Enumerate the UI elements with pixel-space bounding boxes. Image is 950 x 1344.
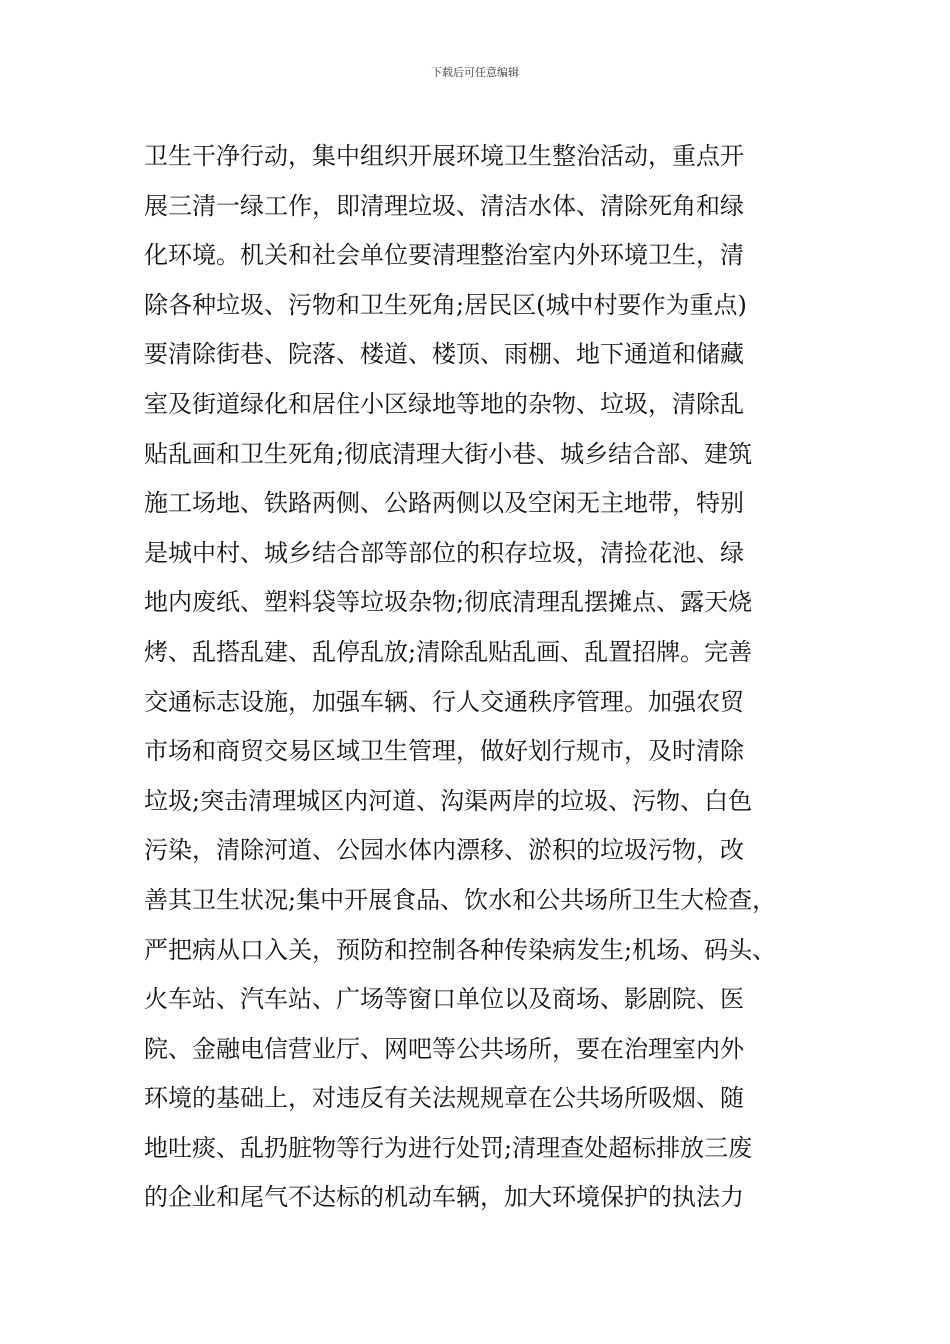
text-line: 要清除街巷、院落、楼道、楼顶、雨棚、地下通道和储藏 — [144, 340, 744, 369]
text-line: 化环境。机关和社会单位要清理整治室内外环境卫生，清 — [144, 241, 744, 270]
text-line: 卫生干净行动，集中组织开展环境卫生整治活动，重点开 — [144, 142, 744, 170]
text-line: 善其卫生状况;集中开展食品、饮水和公共场所卫生大检查， — [144, 885, 777, 914]
text-line: 的企业和尾气不达标的机动车辆，加大环境保护的执法力 — [144, 1183, 744, 1212]
text-line: 严把病从口入关，预防和控制各种传染病发生;机场、码头、 — [144, 935, 777, 964]
text-line: 院、金融电信营业厅、网吧等公共场所，要在治理室内外 — [144, 1034, 744, 1063]
page-header: 下载后可任意编辑 — [431, 66, 519, 79]
text-line: 地吐痰、乱扔脏物等行为进行处罚;清理查处超标排放三废 — [144, 1133, 753, 1162]
text-line: 室及街道绿化和居住小区绿地等地的杂物、垃圾，清除乱 — [144, 389, 744, 418]
text-line: 是城中村、城乡结合部等部位的积存垃圾，清捡花池、绿 — [144, 538, 744, 567]
text-line: 除各种垃圾、污物和卫生死角;居民区(城中村要作为重点) — [144, 290, 747, 319]
body-paragraph — [144, 132, 864, 1223]
text-line: 地内废纸、塑料袋等垃圾杂物;彻底清理乱摆摊点、露天烧 — [144, 588, 753, 617]
text-line: 环境的基础上，对违反有关法规规章在公共场所吸烟、随 — [144, 1084, 744, 1113]
text-line: 交通标志设施，加强车辆、行人交通秩序管理。加强农贸 — [144, 687, 744, 716]
text-line: 火车站、汽车站、广场等窗口单位以及商场、影剧院、医 — [144, 985, 744, 1014]
text-line: 污染，清除河道、公园水体内漂移、淤积的垃圾污物，改 — [144, 836, 744, 865]
text-line: 展三清一绿工作，即清理垃圾、清洁水体、清除死角和绿 — [144, 191, 744, 220]
text-line: 烤、乱搭乱建、乱停乱放;清除乱贴乱画、乱置招牌。完善 — [144, 637, 753, 666]
text-line: 垃圾;突击清理城区内河道、沟渠两岸的垃圾、污物、白色 — [144, 786, 753, 815]
text-line: 施工场地、铁路两侧、公路两侧以及空闲无主地带，特别 — [144, 489, 744, 518]
text-line: 市场和商贸交易区域卫生管理，做好划行规市，及时清除 — [144, 737, 744, 766]
text-line: 贴乱画和卫生死角;彻底清理大街小巷、城乡结合部、建筑 — [144, 439, 753, 468]
